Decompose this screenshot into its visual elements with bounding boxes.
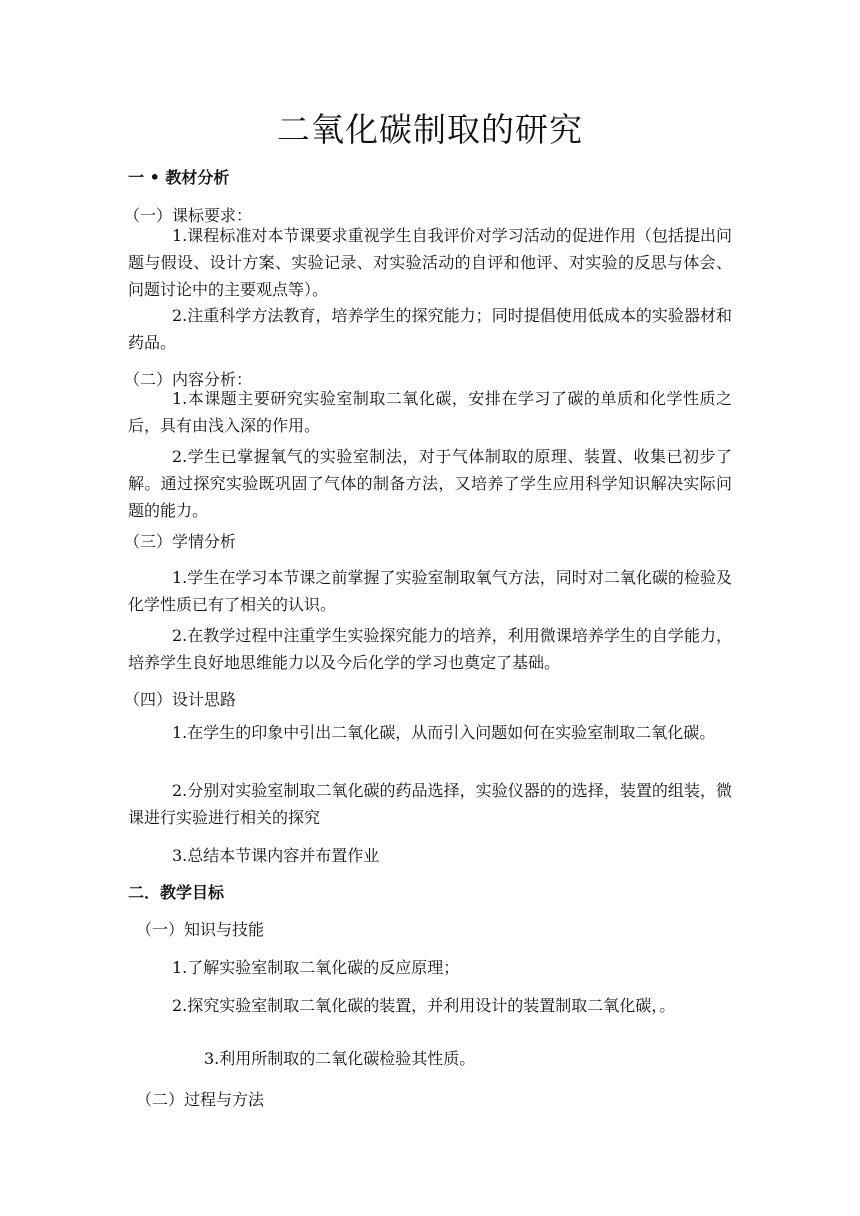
paragraph: 2.探究实验室制取二氧化碳的装置，并利用设计的装置制取二氧化碳，。	[172, 996, 676, 1015]
paragraph: 1.在学生的印象中引出二氧化碳，从而引入问题如何在实验室制取二氧化碳。	[172, 723, 716, 742]
paragraph: 2.学生已掌握氧气的实验室制法，对于气体制取的原理、装置、收集已初步了解。通过探究实验既巩固了气体的制备方法，又培养了学生应用科学知识解决实际问题的能力。	[128, 447, 732, 520]
page-title: 二氧化碳制取的研究	[277, 110, 583, 149]
subsection-heading: （二）内容分析：	[124, 370, 253, 389]
subsection-heading: （四）设计思路	[124, 690, 237, 709]
paragraph: 2.注重科学方法教育，培养学生的探究能力；同时提倡使用低成本的实验器材和药品。	[128, 306, 732, 352]
subsection-heading: （三）学情分析	[124, 532, 237, 551]
paragraph: 3.总结本节课内容并布置作业	[172, 846, 380, 865]
subsection-heading: （一）课标要求：	[124, 206, 253, 225]
paragraph: 1.了解实验室制取二氧化碳的反应原理；	[172, 958, 460, 977]
subsection-heading: （一）知识与技能	[136, 920, 265, 939]
paragraph: 1.课程标准对本节课要求重视学生自我评价对学习活动的促进作用（包括提出问题与假设、设计方案、实验记录、对实验活动的自评和他评、对实验的反思与体会、问题讨论中的主要观点等）。	[128, 226, 732, 299]
paragraph: 2.分别对实验室制取二氧化碳的药品选择，实验仪器的的选择，装置的组装，微课进行实验进行相关的探究	[128, 781, 732, 827]
paragraph: 2.在教学过程中注重学生实验探究能力的培养，利用微课培养学生的自学能力，培养学生良好地思维能力以及今后化学的学习也奠定了基础。	[128, 626, 732, 672]
paragraph: 1.本课题主要研究实验室制取二氧化碳，安排在学习了碳的单质和化学性质之后，具有由浅入深的作用。	[128, 389, 732, 435]
section-heading-2: 二．教学目标	[128, 883, 225, 902]
section-heading-1: 一 • 教材分析	[128, 168, 230, 187]
subsection-heading: （二）过程与方法	[136, 1090, 265, 1109]
paragraph: 3.利用所制取的二氧化碳检验其性质。	[204, 1049, 476, 1068]
paragraph: 1.学生在学习本节课之前掌握了实验室制取氧气方法，同时对二氧化碳的检验及化学性质已有了相关的认识。	[128, 568, 732, 614]
